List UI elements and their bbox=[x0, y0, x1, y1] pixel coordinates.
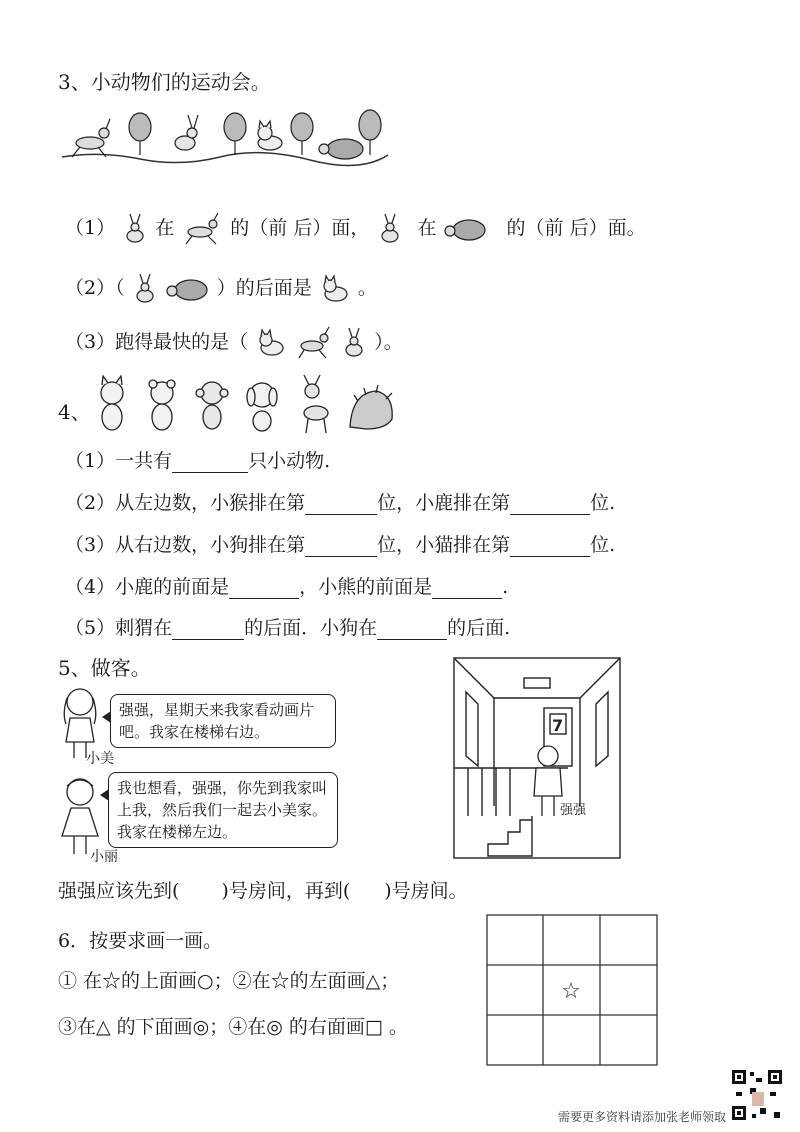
dog-icon bbox=[247, 383, 277, 431]
answer-blank[interactable] bbox=[305, 494, 377, 515]
drawing-grid[interactable] bbox=[486, 914, 658, 1066]
answer-blank[interactable] bbox=[172, 619, 244, 640]
avatar bbox=[752, 1092, 764, 1106]
xiaoli-label: 小丽 bbox=[90, 849, 118, 865]
boy-qiangqiang-icon bbox=[534, 746, 562, 816]
xiaomei-label: 小美 bbox=[86, 751, 114, 767]
star-icon: ☆ bbox=[561, 979, 581, 1004]
xiaoli-speech-bubble: 我也想看，强强，你先到我家叫上我，然后我们一起去小美家。我家在楼梯左边。 bbox=[108, 772, 338, 848]
answer-blank[interactable] bbox=[510, 536, 590, 557]
left-door bbox=[466, 692, 478, 766]
door-number: 7 bbox=[552, 716, 564, 735]
right-door bbox=[596, 692, 608, 766]
answer-blank[interactable] bbox=[305, 536, 377, 557]
boy-label: 强强 bbox=[560, 803, 587, 818]
turtle-icon bbox=[165, 274, 211, 304]
rabbit-runner-icon bbox=[175, 115, 198, 150]
bear-icon bbox=[149, 380, 175, 430]
answer-blank[interactable] bbox=[229, 578, 299, 599]
cat-icon bbox=[318, 274, 352, 304]
cat-runner-icon bbox=[258, 121, 282, 150]
footer-note: 需要更多资料请添加张老师领取 bbox=[558, 1110, 727, 1124]
deer-icon bbox=[180, 212, 224, 246]
cat-icon bbox=[254, 328, 288, 358]
animal-lineup bbox=[90, 375, 400, 435]
q6-title: 6．按要求画一画。 bbox=[58, 930, 223, 952]
q4-title: 4、 bbox=[58, 400, 91, 424]
rabbit-icon bbox=[340, 326, 368, 360]
q4-line1: （1）一共有 只小动物. bbox=[65, 450, 331, 472]
xiaomei-speech-bubble: 强强，星期天来我家看动画片吧。我家在楼梯右边。 bbox=[110, 694, 336, 748]
deer-icon bbox=[294, 326, 334, 360]
ceiling-light bbox=[524, 678, 550, 688]
answer-blank[interactable] bbox=[172, 452, 248, 473]
q4-line5: （5）刺猬在 的后面．小狗在 的后面. bbox=[65, 617, 511, 639]
deer-icon bbox=[304, 375, 328, 433]
answer-blank[interactable] bbox=[510, 494, 590, 515]
hedgehog-icon bbox=[350, 385, 392, 429]
rabbit-icon bbox=[131, 272, 159, 306]
tree-icon bbox=[224, 113, 246, 155]
tree-icon bbox=[129, 113, 151, 155]
answer-blank[interactable] bbox=[432, 578, 502, 599]
q4-line4: （4）小鹿的前面是 ，小熊的前面是 . bbox=[65, 576, 509, 598]
q3-title: 3、小动物们的运动会。 bbox=[58, 70, 271, 94]
turtle-icon bbox=[443, 214, 489, 244]
q5-title: 5、做客。 bbox=[58, 656, 151, 680]
cat-icon bbox=[101, 376, 123, 430]
q4-line3: （3）从右边数，小狗排在第 位，小猫排在第 位. bbox=[65, 534, 616, 556]
rabbit-icon bbox=[375, 212, 405, 246]
balusters bbox=[468, 768, 510, 816]
qr-code-icon bbox=[730, 1068, 784, 1122]
answer-blank[interactable] bbox=[377, 619, 447, 640]
stairs bbox=[488, 816, 532, 856]
q6-instruction-1: ① 在☆的上面画○；②在☆的左面画△； bbox=[58, 970, 400, 992]
q3-line1: （1） 在 的（前 后）面， 在 的（前 后）面。 bbox=[65, 212, 646, 246]
q3-line3: （3）跑得最快的是（ ）。 bbox=[65, 326, 403, 360]
q3-line2: （2）（ ）的后面是 。 bbox=[65, 272, 377, 306]
turtle-runner-icon bbox=[319, 139, 363, 159]
animal-race-illustration bbox=[60, 105, 390, 175]
q6-instruction-2: ③在△ 的下面画◎；④在◎ 的右面画□ 。 bbox=[58, 1016, 408, 1038]
q5-answer: 强强应该先到( )号房间，再到( )号房间。 bbox=[58, 880, 468, 902]
deer-runner-icon bbox=[72, 119, 110, 157]
q4-line2: （2）从左边数，小猴排在第 位，小鹿排在第 位. bbox=[65, 492, 616, 514]
rabbit-icon bbox=[121, 212, 149, 246]
monkey-icon bbox=[196, 382, 228, 429]
stairwell-illustration bbox=[448, 656, 628, 870]
tree-icon bbox=[291, 113, 313, 155]
